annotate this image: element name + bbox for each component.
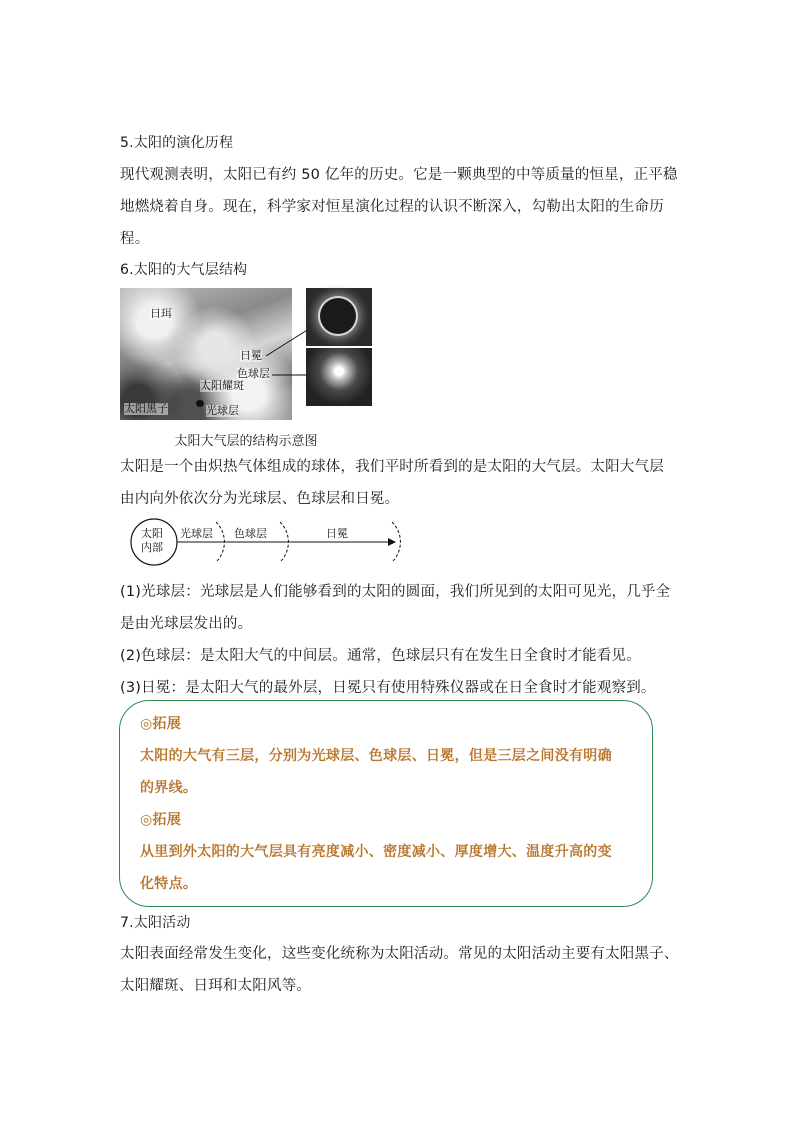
core-label-1: 太阳 <box>141 527 163 540</box>
diagram-chromosphere: 色球层 <box>234 527 267 540</box>
corona-photo <box>306 288 372 346</box>
item-2: (2)色球层：是太阳大气的中间层。通常，色球层只有在发生日全食时才能看见。 <box>120 648 641 664</box>
layer-diagram-svg <box>130 516 410 568</box>
label-corona: 日冕 <box>240 349 262 362</box>
label-prominence: 日珥 <box>150 307 172 320</box>
section-7-line-1: 太阳表面经常发生变化，这些变化统称为太阳活动。常见的太阳活动主要有太阳黑子、 <box>120 946 679 962</box>
label-chromosphere: 色球层 <box>237 367 270 380</box>
callout-title-1: ◎拓展 <box>140 716 182 732</box>
section-5-title: 5.太阳的演化历程 <box>120 135 234 151</box>
section-7-line-2: 太阳耀斑、日珥和太阳风等。 <box>120 978 312 994</box>
intro-line-2: 由内向外依次分为光球层、色球层和日冕。 <box>120 491 400 507</box>
core-label-2: 内部 <box>141 541 163 554</box>
sun-atmosphere-figure <box>120 288 372 448</box>
label-flare: 太阳耀斑 <box>200 379 244 392</box>
section-7-title: 7.太阳活动 <box>120 915 191 931</box>
callout-text-1-line-1: 太阳的大气有三层，分别为光球层、色球层、日冕，但是三层之间没有明确 <box>140 748 612 764</box>
extension-callout <box>119 700 653 907</box>
diagram-photosphere: 光球层 <box>180 527 213 540</box>
item-3: (3)日冕：是太阳大气的最外层，日冕只有使用特殊仪器或在日全食时才能观察到。 <box>120 680 656 696</box>
item-1-line-1: (1)光球层：光球层是人们能够看到的太阳的圆面，我们所见到的太阳可见光，几乎全 <box>120 584 671 600</box>
figure-caption: 太阳大气层的结构示意图 <box>174 434 318 449</box>
intro-line-1: 太阳是一个由炽热气体组成的球体，我们平时所看到的是太阳的大气层。太阳大气层 <box>120 459 664 475</box>
section-5-line-2: 地燃烧着自身。现在，科学家对恒星演化过程的认识不断深入，勾勒出太阳的生命历 <box>120 199 664 215</box>
diagram-corona: 日冕 <box>326 527 348 540</box>
section-5-line-3: 程。 <box>120 231 150 247</box>
chromosphere-photo <box>306 348 372 406</box>
layer-diagram <box>130 516 410 572</box>
section-5-line-1: 现代观测表明，太阳已有约 50 亿年的历史。它是一颗典型的中等质量的恒星，正平稳 <box>120 167 678 183</box>
label-sunspot: 太阳黑子 <box>124 402 168 415</box>
section-6-title: 6.太阳的大气层结构 <box>120 262 248 278</box>
item-1-line-2: 是由光球层发出的。 <box>120 616 253 632</box>
callout-title-2: ◎拓展 <box>140 812 182 828</box>
label-photosphere: 光球层 <box>206 404 239 417</box>
eclipse-ring <box>320 298 356 334</box>
callout-text-1-line-2: 的界线。 <box>140 780 198 796</box>
callout-text-2-line-2: 化特点。 <box>140 876 198 892</box>
callout-text-2-line-1: 从里到外太阳的大气层具有亮度减小、密度减小、厚度增大、温度升高的变 <box>140 844 612 860</box>
